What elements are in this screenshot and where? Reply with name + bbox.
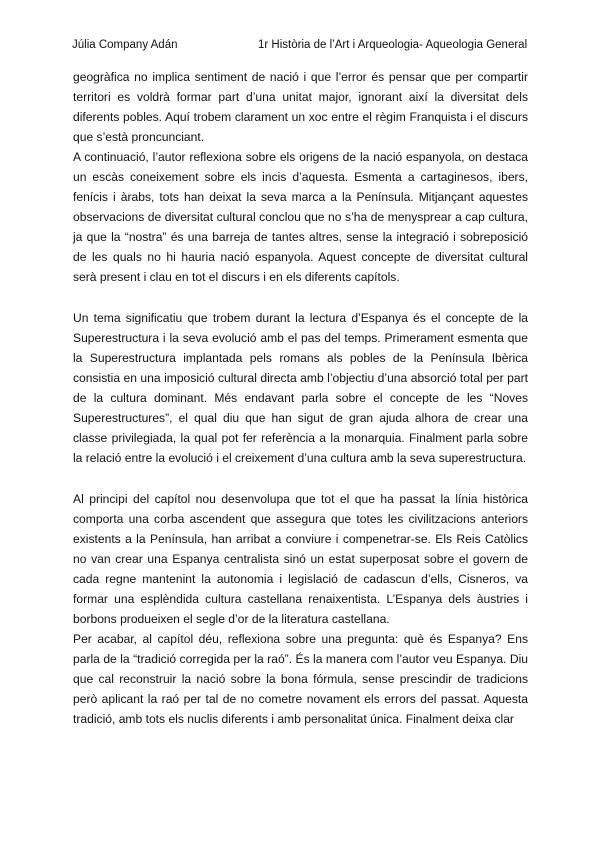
header-course: 1r Història de l’Art i Arqueologia- Aqueologia General — [258, 39, 528, 51]
page-header — [72, 37, 530, 53]
paragraph: Un tema significatiu que trobem durant la lectura d’Espanya és el concepte de la Superestructura i la seva evolució amb el pas del temps. Primerament esmenta que la Superestructura implantada pels romans als pobles de la Península Ibèrica consistia en una imposició cultural directa amb l’objectiu d’una absorció total per part de la cultura dominant. Més endavant parla sobre el concepte de les “Noves Superestructures”, el qual diu que han sigut de gran ajuda alhora de crear una classe privilegiada, la qual pot fer referència a la monarquia. Finalment parla sobre la relació entre la evolució i el creixement d’una cultura amb la seva superestructura. — [73, 311, 528, 465]
paragraph: A continuació, l’autor reflexiona sobre els origens de la nació espanyola, on destaca un escàs coneixement sobre els incis d’aquesta. Esmenta a cartaginesos, ibers, fenícis i àrabs, tots han deixat la seva marca a la Península. Mitjançant aquestes observacions de diversitat cultural conclou que no s’ha de menysprear a cap cultura, ja que la “nostra” és una barreja de tantes altres, sense la integració i sobreposició de les quals no hi hauria nació espanyola. Aquest concepte de diversitat cultural serà present i clau en tot el discurs i en els diferents capítols. — [73, 150, 528, 284]
paragraph: Per acabar, al capítol déu, reflexiona sobre una pregunta: què és Espanya? Ens parla de la “tradició corregida per la raó”. És la manera com l’autor veu Espanya. Diu que cal reconstruir la nació sobre la bona fórmula, sense prescindir de tradicions però aplicant la raó per tal de no cometre novament els errors del passat. Aquesta tradició, amb tots els nuclis diferents i amb personalitat única. Finalment deixa clar — [73, 632, 528, 726]
paragraph: Al principi del capítol nou desenvolupa que tot el que ha passat la línia històrica comporta una corba ascendent que assegura que totes les civilitzacions anteriors existents a la Península, han arribat a conviure i compenetrar-se. Els Reis Catòlics no van crear una Espanya centralista sinó un estat superposat sobre el govern de cada regne mantenint la autonomia i legislació de cadascun d’ells, Cisneros, va formar una esplèndida cultura castellana renaixentista. L’Espanya dels àustries i borbons produeixen el segle d’or de la literatura castellana. — [73, 492, 528, 626]
paragraph: geogràfica no implica sentiment de nació i que l’error és pensar que per compartir territori es voldrà formar part d’una unitat major, ignorant així la diversitat dels diferents pobles. Aquí trobem clarament un xoc entre el règim Franquista i el discurs que s’està proncunciant. — [73, 70, 528, 144]
header-author: Júlia Company Adán — [72, 39, 178, 51]
document-body — [73, 67, 528, 729]
